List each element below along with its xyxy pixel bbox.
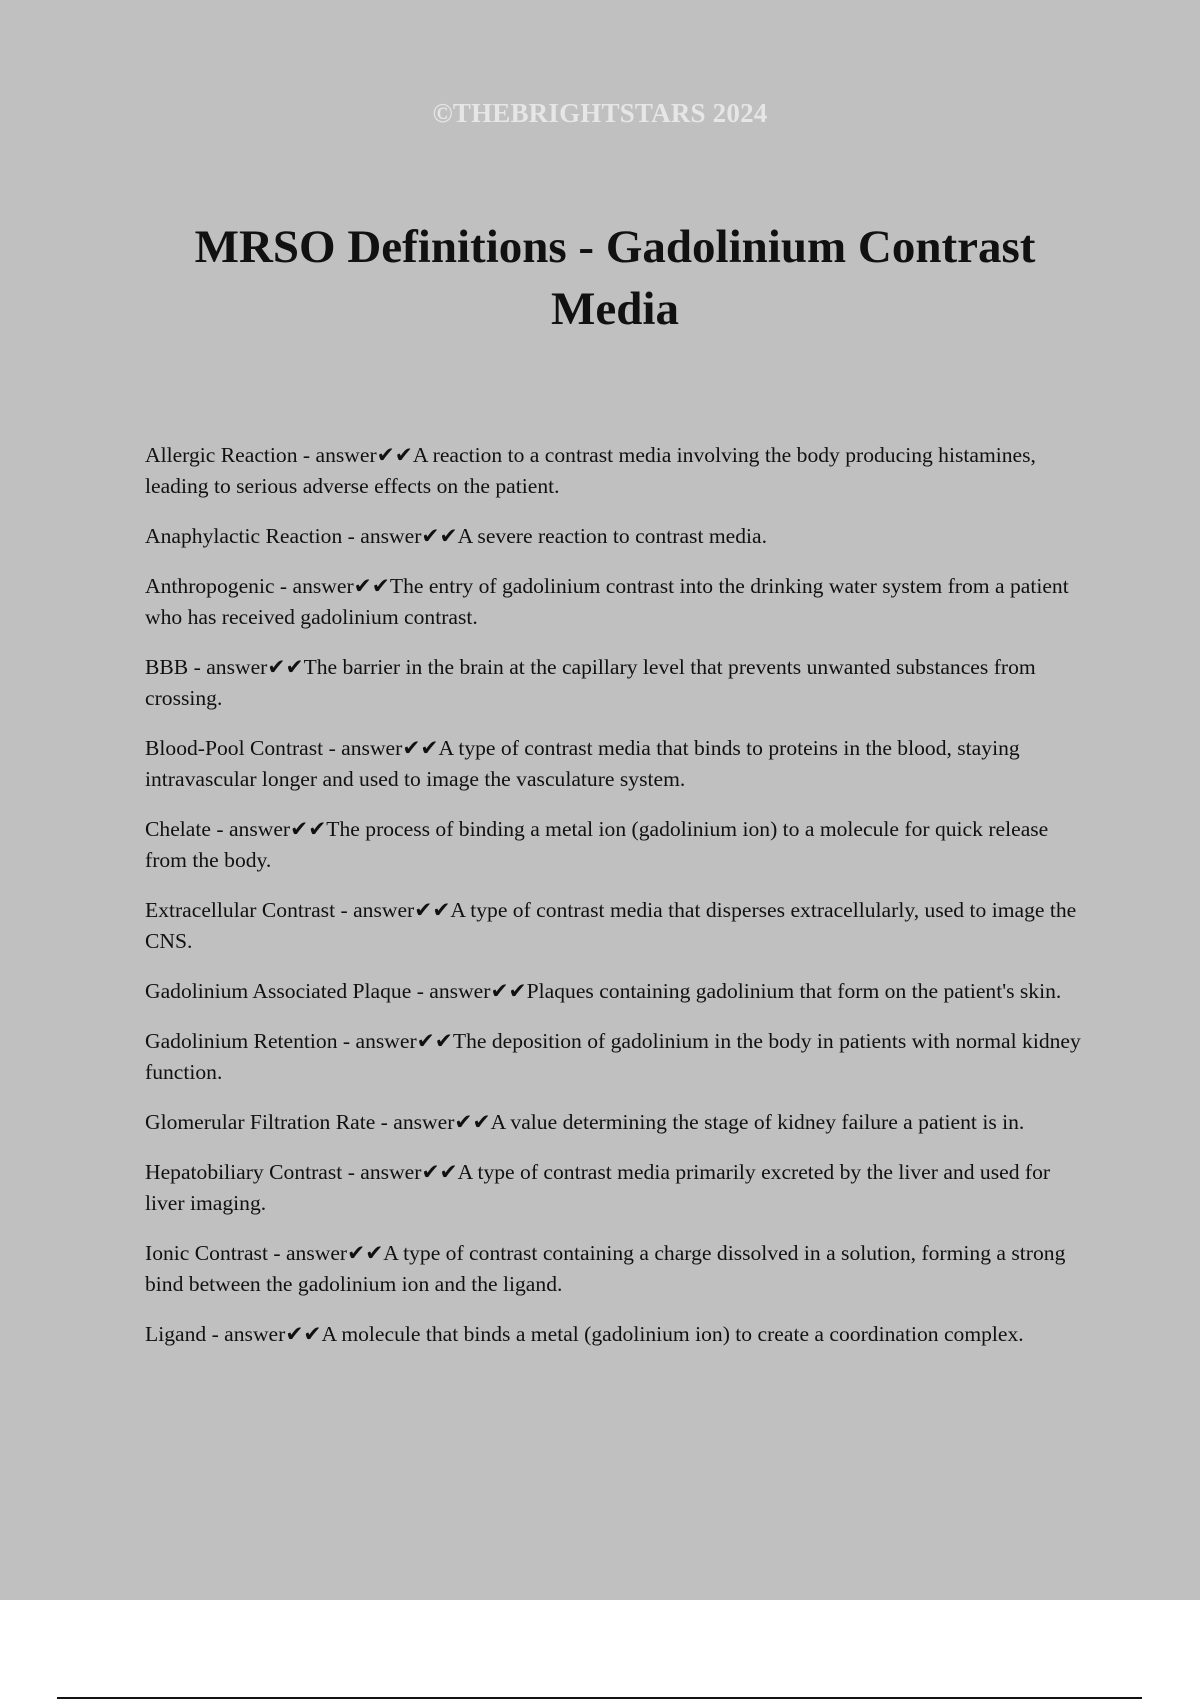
definition-entry	[145, 652, 1090, 714]
entry-separator: - answer✔✔	[297, 443, 413, 467]
entry-separator: - answer✔✔	[206, 1322, 322, 1346]
definition-entry	[145, 733, 1090, 795]
entry-term: Ligand	[145, 1322, 207, 1346]
entry-definition: A type of contrast media primarily excreted by the liver and used for liver imaging.	[145, 1160, 1051, 1215]
copyright-watermark: ©THEBRIGHTSTARS 2024	[432, 98, 768, 128]
definition-entry	[145, 1107, 1090, 1138]
entry-term: Gadolinium Associated Plaque	[145, 979, 412, 1003]
definition-entry	[145, 814, 1090, 876]
entry-definition: Plaques containing gadolinium that form on the patient's skin.	[526, 979, 1062, 1003]
entry-term: Ionic Contrast	[145, 1241, 268, 1265]
entry-separator: - answer✔✔	[342, 524, 458, 548]
entry-term: Chelate	[145, 817, 211, 841]
entry-separator: - answer✔✔	[188, 655, 304, 679]
entry-separator: - answer✔✔	[411, 979, 527, 1003]
definitions-list	[145, 440, 1090, 1369]
entry-term: Extracellular Contrast	[145, 898, 336, 922]
entry-term: Hepatobiliary Contrast	[145, 1160, 343, 1184]
entry-definition: A molecule that binds a metal (gadolinium ion) to create a coordination complex.	[321, 1322, 1024, 1346]
entry-separator: - answer✔✔	[375, 1110, 491, 1134]
entry-definition: The entry of gadolinium contrast into the drinking water system from a patient who has received gadolinium contrast.	[145, 574, 1069, 629]
definition-entry	[145, 440, 1090, 502]
entry-separator: - answer✔✔	[210, 817, 327, 841]
entry-definition: A severe reaction to contrast media.	[457, 524, 767, 548]
entry-definition: The deposition of gadolinium in the body in patients with normal kidney function.	[145, 1029, 1081, 1084]
entry-definition: A type of contrast media that disperses extracellularly, used to image the CNS.	[145, 898, 1077, 953]
document-title: MRSO Definitions - Gadolinium Contrast Media	[194, 221, 1036, 335]
entry-definition: The barrier in the brain at the capillary level that prevents unwanted substances from crossing.	[145, 655, 1036, 710]
entry-separator: - answer✔✔	[323, 736, 439, 760]
entry-separator: - answer✔✔	[342, 1160, 458, 1184]
definition-entry	[145, 521, 1090, 552]
entry-term: BBB	[145, 655, 189, 679]
entry-term: Allergic Reaction	[145, 443, 298, 467]
footer-divider	[57, 1697, 1142, 1699]
entry-term: Blood-Pool Contrast	[145, 736, 324, 760]
entry-term: Anaphylactic Reaction	[145, 524, 343, 548]
entry-term: Glomerular Filtration Rate	[145, 1110, 376, 1134]
entry-term: Gadolinium Retention	[145, 1029, 338, 1053]
entry-definition: A type of contrast media that binds to proteins in the blood, staying intravascular longer and used to image the vasculature system.	[145, 736, 1020, 791]
entry-separator: - answer✔✔	[337, 1029, 453, 1053]
definition-entry	[145, 1238, 1090, 1300]
entry-separator: - answer✔✔	[274, 574, 390, 598]
definition-entry	[145, 571, 1090, 633]
entry-definition: A type of contrast containing a charge dissolved in a solution, forming a strong bind between the gadolinium ion and the ligand.	[145, 1241, 1066, 1296]
definition-entry	[145, 976, 1090, 1007]
entry-separator: - answer✔✔	[267, 1241, 384, 1265]
definition-entry	[145, 1319, 1090, 1350]
definition-entry	[145, 1026, 1090, 1088]
entry-definition: The process of binding a metal ion (gadolinium ion) to a molecule for quick release from the body.	[145, 817, 1049, 872]
entry-definition: A reaction to a contrast media involving the body producing histamines, leading to serious adverse effects on the patient.	[145, 443, 1036, 498]
entry-term: Anthropogenic	[145, 574, 275, 598]
entry-definition: A value determining the stage of kidney failure a patient is in.	[490, 1110, 1025, 1134]
definition-entry	[145, 1157, 1090, 1219]
entry-separator: - answer✔✔	[335, 898, 451, 922]
definition-entry	[145, 895, 1090, 957]
